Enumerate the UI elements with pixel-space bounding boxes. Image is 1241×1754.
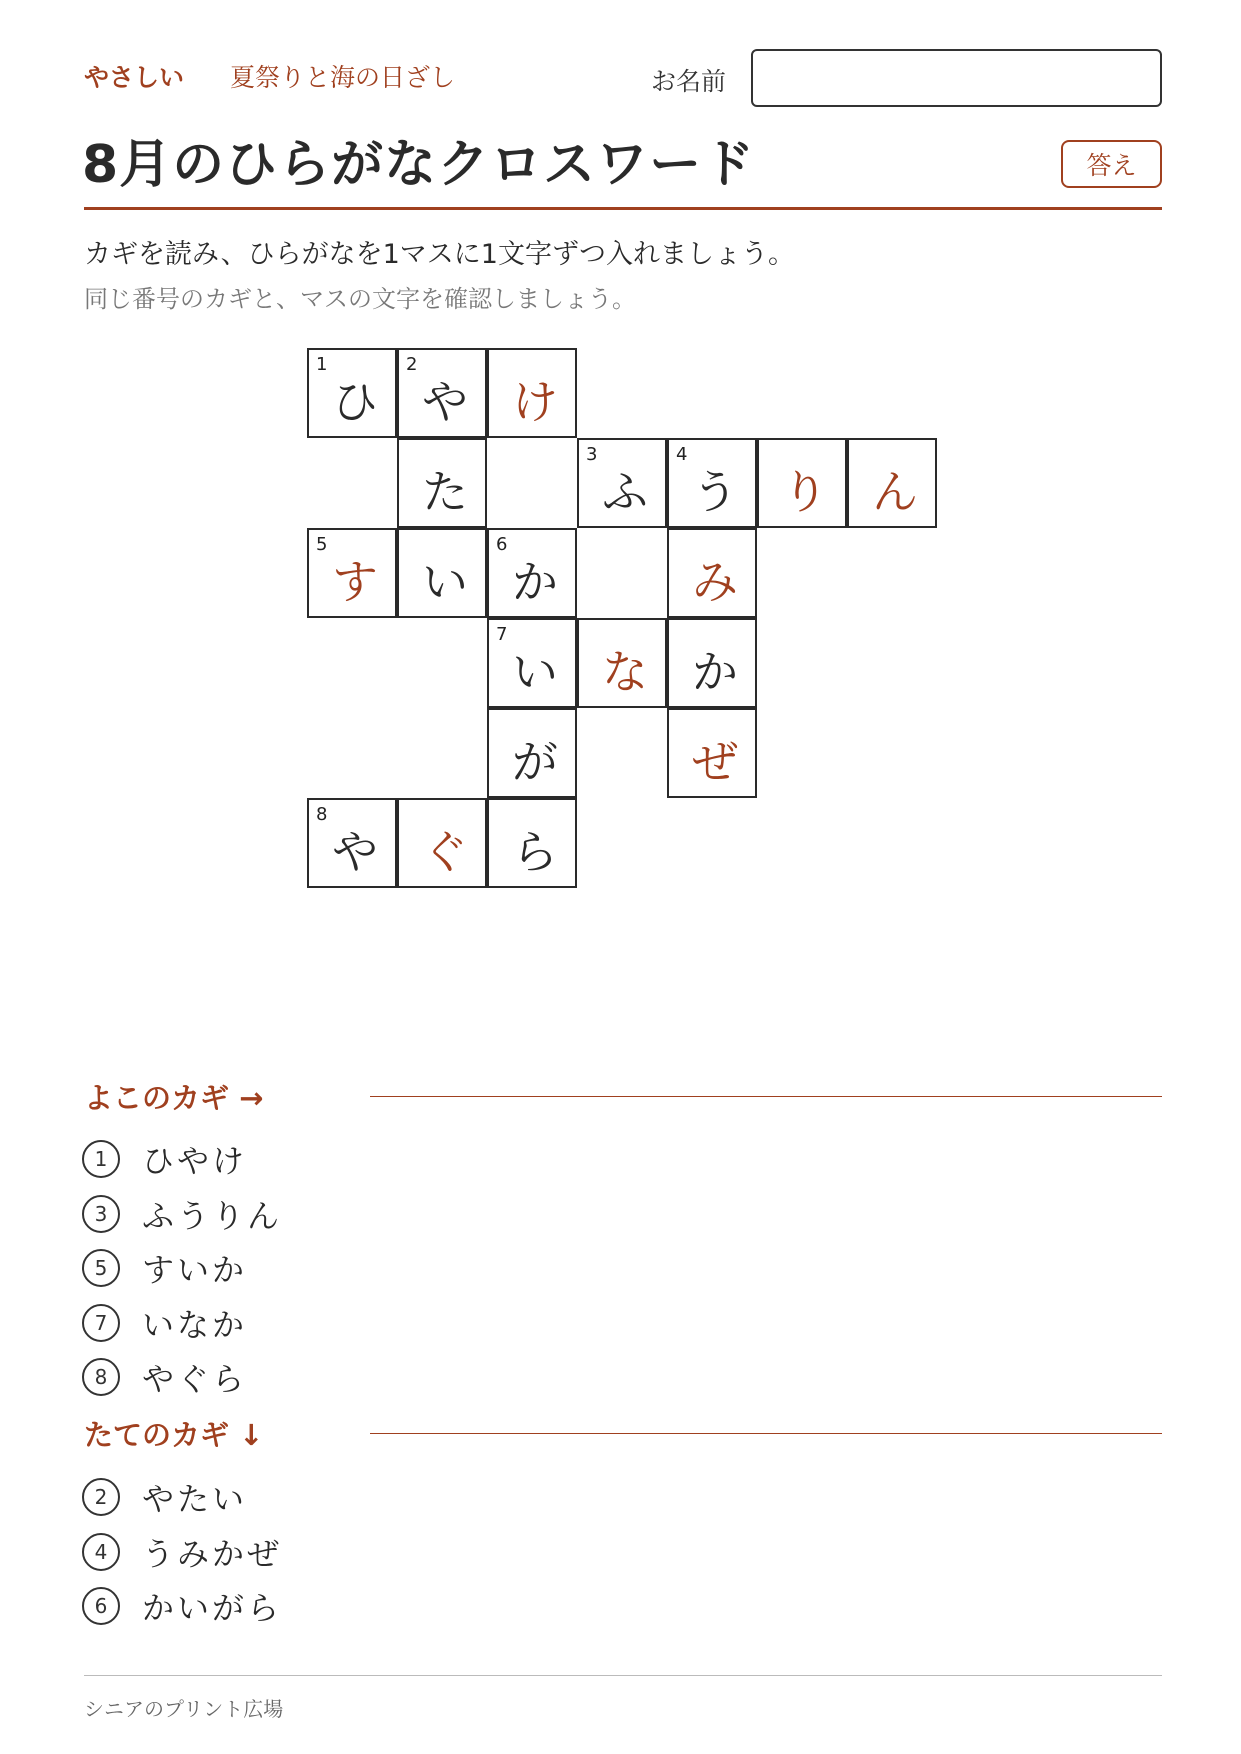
level-label: やさしい — [84, 63, 185, 92]
cell-letter: ぐ — [422, 825, 468, 879]
down-heading: たてのカギ ↓ — [84, 1418, 264, 1452]
across-clue — [82, 1241, 282, 1296]
grid-cell[interactable] — [577, 438, 667, 528]
grid-cell[interactable] — [757, 438, 847, 528]
cell-letter: す — [332, 555, 378, 609]
across-clue — [82, 1350, 282, 1405]
clue-number-badge: 5 — [82, 1249, 120, 1287]
down-clue — [82, 1525, 282, 1580]
cell-letter: み — [692, 555, 738, 609]
instruction-secondary: 同じ番号のカギと、マスの文字を確認しましょう。 — [84, 285, 636, 313]
clue-number-badge: 8 — [82, 1358, 120, 1396]
cell-letter: や — [332, 825, 378, 879]
clue-text: ふうりん — [142, 1196, 283, 1235]
across-clue — [82, 1187, 282, 1242]
cell-letter: り — [782, 465, 828, 519]
grid-cell[interactable] — [487, 618, 577, 708]
crossword-grid — [307, 348, 937, 888]
across-clue — [82, 1296, 282, 1351]
cell-letter: う — [692, 465, 738, 519]
down-clue — [82, 1470, 282, 1525]
clue-number: 5 — [316, 534, 328, 555]
cell-letter: い — [422, 555, 468, 609]
clue-number-badge: 3 — [82, 1195, 120, 1233]
cell-letter: が — [512, 735, 558, 789]
clue-text: すいか — [142, 1251, 248, 1290]
cell-letter: か — [512, 555, 558, 609]
grid-cell[interactable] — [577, 618, 667, 708]
grid-cell[interactable] — [487, 528, 577, 618]
cell-letter: や — [422, 375, 468, 429]
clue-text: やぐら — [142, 1360, 248, 1399]
clue-number: 4 — [676, 444, 688, 465]
grid-cell[interactable] — [397, 798, 487, 888]
cell-letter: ら — [512, 825, 558, 879]
clue-number: 2 — [406, 354, 418, 375]
answer-button[interactable]: 答え — [1061, 140, 1162, 188]
clue-number: 7 — [496, 624, 508, 645]
clue-text: いなか — [142, 1305, 248, 1344]
cell-letter: ふ — [602, 465, 648, 519]
clue-number: 6 — [496, 534, 508, 555]
clue-text: ひやけ — [142, 1142, 248, 1181]
cell-letter: ん — [872, 465, 918, 519]
down-clue-list — [82, 1470, 282, 1634]
grid-cell[interactable] — [847, 438, 937, 528]
down-divider — [370, 1433, 1162, 1434]
grid-cell[interactable] — [667, 438, 757, 528]
grid-cell[interactable] — [487, 708, 577, 798]
across-heading: よこのカギ → — [84, 1081, 264, 1115]
grid-cell[interactable] — [667, 708, 757, 798]
instruction-primary: カギを読み、ひらがなを1マスに1文字ずつ入れましょう。 — [84, 239, 795, 270]
clue-number: 1 — [316, 354, 328, 375]
across-clue-list — [82, 1132, 282, 1405]
grid-cell[interactable] — [397, 438, 487, 528]
cell-letter: か — [692, 645, 738, 699]
cell-letter: な — [602, 645, 648, 699]
grid-cell[interactable] — [307, 798, 397, 888]
name-input[interactable] — [751, 49, 1162, 107]
footer-text: シニアのプリント広場 — [84, 1697, 284, 1721]
grid-cell[interactable] — [307, 528, 397, 618]
page-title: 8月のひらがなクロスワード — [82, 135, 756, 195]
grid-cell[interactable] — [397, 348, 487, 438]
grid-cell[interactable] — [667, 528, 757, 618]
clue-number-badge: 1 — [82, 1140, 120, 1178]
clue-text: うみかぜ — [142, 1534, 283, 1573]
theme-label: 夏祭りと海の日ざし — [230, 63, 456, 92]
clue-number: 8 — [316, 804, 328, 825]
cell-letter: ひ — [332, 375, 378, 429]
clue-text: かいがら — [142, 1589, 283, 1628]
grid-cell[interactable] — [487, 348, 577, 438]
grid-cell[interactable] — [667, 618, 757, 708]
cell-letter: け — [512, 375, 558, 429]
footer-divider — [84, 1675, 1162, 1676]
down-clue — [82, 1579, 282, 1634]
grid-cell[interactable] — [487, 798, 577, 888]
clue-text: やたい — [142, 1480, 248, 1519]
clue-number-badge: 2 — [82, 1478, 120, 1516]
cell-letter: ぜ — [692, 735, 738, 789]
clue-number-badge: 7 — [82, 1304, 120, 1342]
grid-cell[interactable] — [307, 348, 397, 438]
across-divider — [370, 1096, 1162, 1097]
clue-number-badge: 6 — [82, 1587, 120, 1625]
name-label: お名前 — [651, 67, 727, 96]
clue-number: 3 — [586, 444, 598, 465]
clue-number-badge: 4 — [82, 1533, 120, 1571]
cell-letter: い — [512, 645, 558, 699]
across-clue — [82, 1132, 282, 1187]
grid-cell[interactable] — [397, 528, 487, 618]
cell-letter: た — [422, 465, 468, 519]
title-divider — [84, 207, 1162, 210]
